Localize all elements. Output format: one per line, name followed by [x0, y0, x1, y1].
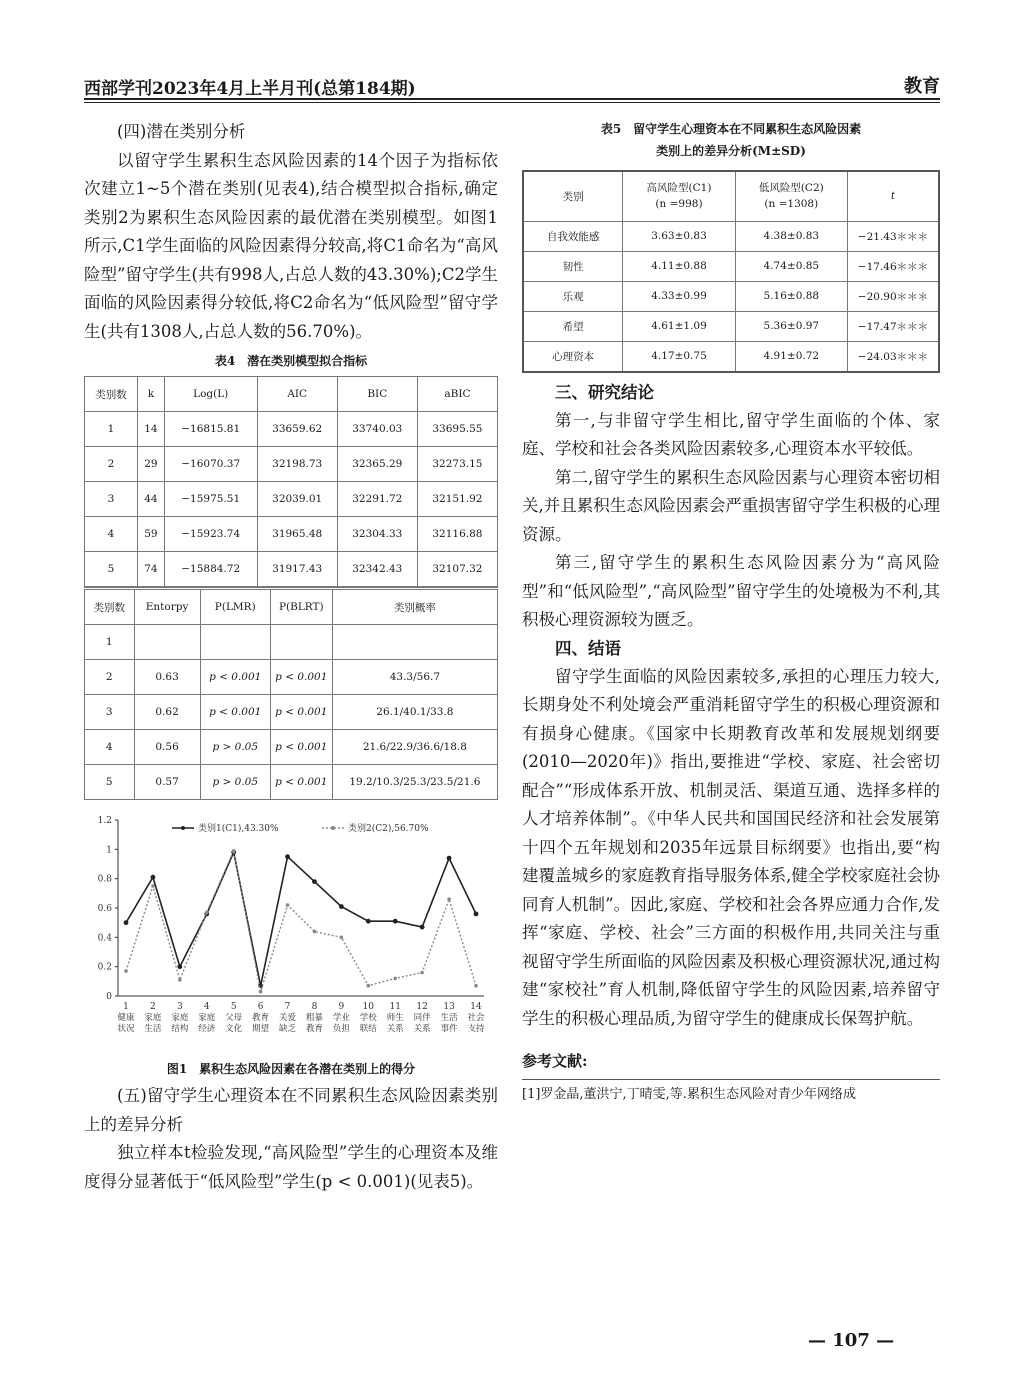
table-5-header [523, 171, 939, 221]
cell: −16070.37 [164, 447, 257, 482]
th: 类别数 [85, 589, 135, 625]
th: aBIC [417, 377, 497, 412]
series-1-point [474, 911, 479, 916]
cell: p < 0.001 [270, 695, 332, 730]
table-5-caption-line-2: 类别上的差异分析(M±SD) [656, 144, 806, 158]
x-tick-label: 支持 [467, 1024, 485, 1034]
series-2-point [420, 971, 424, 975]
cell: 5 [85, 765, 135, 800]
series-1-point [420, 925, 425, 930]
closing-paragraph: 留守学生面临的风险因素较多,承担的心理压力较大,长期身处不利处境会严重消耗留守学生的积极心理资源和有损身心健康。《国家中长期教育改革和发展规划纲要(2010—2020年)》指出,要推进“学校、家庭、社会密切配合”“形成体系开放、机制灵活、渠道互通、选择多样的人才培养体制”。《中华人民共和国国民经济和社会发展第十四个五年规划和2035年远景目标纲要》也指出,要“构建覆盖城乡的家庭教育指导服务体系,健全学校家庭社会协同育人机制”。因此,家庭、学校和社会各界应通力合作,发挥“家庭、学校、社会”三方面的积极作用,共同关注与重视留守学生所面临的风险因素及积极心理资源状况,通过构建“家校社”育人机制,降低留守学生的风险因素,培养留守学生的积极心理品质,为留守学生的健康成长保驾护航。 [522, 666, 940, 1028]
x-tick-label: 生活 [440, 1013, 458, 1023]
figure-1-caption: 图1 累积生态风险因素在各潜在类别上的得分 [166, 1062, 416, 1076]
x-tick-label: 12 [416, 1002, 428, 1012]
cell: 59 [138, 517, 165, 552]
x-tick-label: 1 [123, 1002, 129, 1012]
closing-heading: 四、结语 [555, 638, 621, 658]
cell: 4.38±0.83 [735, 221, 847, 251]
th-c2 [735, 171, 847, 221]
cell: 32107.32 [417, 552, 497, 587]
table-5 [522, 170, 940, 373]
journal-title: 西部学刊2023年4月上半月刊(总第184期) [84, 79, 416, 99]
y-tick-label: 0.6 [97, 904, 112, 914]
cell: 26.1/40.1/33.8 [332, 695, 497, 730]
x-tick-label: 学校 [359, 1013, 377, 1023]
cell: p > 0.05 [200, 730, 270, 765]
cell: 29 [138, 447, 165, 482]
cell: p < 0.001 [270, 660, 332, 695]
cell: 1 [85, 625, 135, 660]
cell: 32039.01 [257, 482, 337, 517]
series-1-point [447, 856, 452, 861]
table-4-part-2 [84, 587, 498, 800]
left-column [84, 118, 498, 1196]
conclusion-2: 第二,留守学生的累积生态风险因素与心理资本密切相关,并且累积生态风险因素会严重损害留守学生积极的心理资源。 [522, 467, 940, 544]
table-row [85, 660, 498, 695]
cell: 44 [138, 482, 165, 517]
series-2-point [124, 969, 128, 973]
cell: −15975.51 [164, 482, 257, 517]
series-1-point [151, 875, 156, 880]
series-1-point [312, 879, 317, 884]
x-tick-label: 教育 [252, 1013, 270, 1023]
table-row [523, 341, 939, 372]
cell: 33695.55 [417, 412, 497, 447]
table-row [85, 730, 498, 765]
page-header [84, 70, 940, 100]
conclusion-1: 第一,与非留守学生相比,留守学生面临的个体、家庭、学校和社会各类风险因素较多,心理资本水平较低。 [522, 410, 940, 458]
legend-label-1: 类别1(C1),43.30% [198, 824, 279, 834]
table-row [85, 517, 498, 552]
x-tick-label: 经济 [198, 1024, 216, 1034]
table-4-header-1 [85, 377, 498, 412]
series-2-point [232, 849, 236, 853]
section-5-paragraph: 独立样本t检验发现,“高风险型”学生的心理资本及维度得分显著低于“低风险型”学生(p < 0.001)(见表5)。 [84, 1143, 498, 1191]
cell: 3 [85, 482, 138, 517]
x-tick-label: 10 [362, 1002, 375, 1012]
x-tick-label: 4 [203, 1002, 210, 1012]
cell: 1 [85, 412, 138, 447]
table-row [85, 625, 498, 660]
x-tick-label: 9 [338, 1002, 345, 1012]
cell: 2 [85, 660, 135, 695]
cell: 希望 [523, 311, 623, 341]
cell: 4.17±0.75 [623, 341, 735, 372]
series-line-2 [126, 851, 476, 992]
th: k [138, 377, 165, 412]
cell: 5 [85, 552, 138, 587]
th: AIC [257, 377, 337, 412]
cell: 33740.03 [337, 412, 417, 447]
table-row [85, 695, 498, 730]
th: Entorpy [134, 589, 200, 625]
references-rule [522, 1079, 940, 1080]
x-tick-label: 健康 [117, 1013, 135, 1023]
series-2-point [205, 911, 209, 915]
cell: −15923.74 [164, 517, 257, 552]
cell: 4 [85, 517, 138, 552]
x-tick-label: 8 [311, 1002, 318, 1012]
cell: 43.3/56.7 [332, 660, 497, 695]
x-tick-label: 11 [389, 1002, 401, 1012]
cell: 2 [85, 447, 138, 482]
x-tick-label: 家庭 [171, 1013, 189, 1023]
cell: 自我效能感 [523, 221, 623, 251]
cell [270, 625, 332, 660]
series-2-point [340, 936, 344, 940]
cell: 31917.43 [257, 552, 337, 587]
series-1-point [177, 964, 182, 969]
cell [200, 625, 270, 660]
th: BIC [337, 377, 417, 412]
table-row [523, 281, 939, 311]
cell: 32291.72 [337, 482, 417, 517]
x-tick-label: 关系 [386, 1024, 404, 1034]
legend-marker-2 [331, 826, 335, 830]
cell: 0.62 [134, 695, 200, 730]
y-tick-label: 0.8 [97, 874, 112, 885]
cell: p < 0.001 [200, 660, 270, 695]
figure-1-line-chart [84, 808, 498, 1058]
table-row [85, 765, 498, 800]
series-1-point [339, 904, 344, 909]
cell: 21.6/22.9/36.6/18.8 [332, 730, 497, 765]
th: t [847, 171, 939, 221]
cell: 4.11±0.88 [623, 251, 735, 281]
cell: 4.33±0.99 [623, 281, 735, 311]
section-4-title: (四)潜在类别分析 [117, 122, 246, 141]
y-tick-label: 0.4 [97, 933, 112, 944]
x-tick-label: 联结 [359, 1024, 377, 1034]
cell: 0.63 [134, 660, 200, 695]
cell: 韧性 [523, 251, 623, 281]
header-rule-thick [84, 98, 940, 100]
cell: 32273.15 [417, 447, 497, 482]
th-c1-title: 高风险型(C1) [646, 182, 712, 195]
x-tick-label: 5 [230, 1002, 237, 1012]
series-2-point [313, 930, 317, 934]
table-row [85, 447, 498, 482]
cell: 33659.62 [257, 412, 337, 447]
x-tick-label: 14 [470, 1002, 482, 1012]
th-c2-title: 低风险型(C2) [758, 182, 824, 195]
x-tick-label: 结构 [171, 1024, 189, 1034]
x-tick-label: 学业 [332, 1013, 350, 1023]
table-4-caption: 表4 潜在类别模型拟合指标 [214, 354, 368, 368]
table-row [523, 221, 939, 251]
cell [134, 625, 200, 660]
cell: −21.43＊＊＊ [847, 221, 939, 251]
x-tick-label: 同伴 [413, 1013, 431, 1023]
x-tick-label: 事件 [440, 1024, 458, 1034]
cell: 31965.48 [257, 517, 337, 552]
cell: 心理资本 [523, 341, 623, 372]
series-2-point [474, 984, 478, 988]
y-tick-label: 1.2 [97, 816, 112, 826]
cell: 5.16±0.88 [735, 281, 847, 311]
cell: −17.47＊＊＊ [847, 311, 939, 341]
series-1-point [393, 919, 398, 924]
y-tick-label: 1 [106, 845, 112, 856]
series-2-point [178, 978, 182, 982]
th-c1 [623, 171, 735, 221]
section-label: 教育 [904, 76, 940, 97]
cell: 4 [85, 730, 135, 765]
page-number: — 107 — [808, 1330, 895, 1351]
cell: p > 0.05 [200, 765, 270, 800]
cell: 32198.73 [257, 447, 337, 482]
x-tick-label: 家庭 [144, 1013, 162, 1023]
x-tick-label: 父母 [225, 1013, 243, 1023]
section-4-paragraph: 以留守学生累积生态风险因素的14个因子为指标依次建立1~5个潜在类别(见表4),结合模型拟合指标,确定类别2为累积生态风险因素的最优潜在类别模型。如图1所示,C1学生面临的风险因素得分较高,将C1命名为“高风险型”留守学生(共有998人,占总人数的43.30%);C2学生面临的风险因素得分较低,将C2命名为“低风险型”留守学生(共有1308人,占总人数的56.70%)。 [84, 150, 498, 341]
cell: p < 0.001 [270, 730, 332, 765]
series-2-point [286, 903, 290, 907]
cell: 74 [138, 552, 165, 587]
cell: 32151.92 [417, 482, 497, 517]
x-tick-label: 家庭 [198, 1013, 216, 1023]
series-2-point [151, 884, 155, 888]
x-tick-label: 状况 [117, 1024, 135, 1034]
cell: −16815.81 [164, 412, 257, 447]
cell: 4.61±1.09 [623, 311, 735, 341]
references-heading: 参考文献: [522, 1052, 588, 1070]
x-tick-label: 负担 [332, 1024, 350, 1034]
legend-marker-1 [181, 826, 185, 830]
th: P(BLRT) [270, 589, 332, 625]
series-2-point [393, 977, 397, 981]
x-tick-label: 期望 [252, 1024, 270, 1034]
conclusion-3: 第三,留守学生的累积生态风险因素分为“高风险型”和“低风险型”,“高风险型”留守学生的处境极为不利,其积极心理资源较为匮乏。 [522, 553, 940, 629]
conclusion-heading: 三、研究结论 [555, 382, 654, 402]
x-tick-label: 6 [257, 1002, 264, 1012]
th: 类别概率 [332, 589, 497, 625]
x-tick-label: 13 [443, 1002, 455, 1012]
x-tick-label: 3 [176, 1002, 183, 1012]
x-tick-label: 2 [150, 1002, 156, 1012]
x-tick-label: 缺乏 [279, 1024, 297, 1034]
cell: 乐观 [523, 281, 623, 311]
series-1-point [285, 854, 290, 859]
cell: 14 [138, 412, 165, 447]
cell: 32365.29 [337, 447, 417, 482]
th-c2-n: (n =1308) [764, 198, 819, 211]
cell: 32342.43 [337, 552, 417, 587]
legend-label-2: 类别2(C2),56.70% [348, 824, 429, 834]
x-tick-label: 关爱 [279, 1013, 297, 1023]
cell: 3 [85, 695, 135, 730]
cell: 0.57 [134, 765, 200, 800]
table-row [85, 412, 498, 447]
cell: p < 0.001 [200, 695, 270, 730]
series-1-point [124, 920, 129, 925]
y-tick-label: 0 [106, 992, 112, 1002]
cell: 32304.33 [337, 517, 417, 552]
cell: p < 0.001 [270, 765, 332, 800]
table-row [85, 482, 498, 517]
table-4-header-2 [85, 589, 498, 625]
th: P(LMR) [200, 589, 270, 625]
cell: 19.2/10.3/25.3/23.5/21.6 [332, 765, 497, 800]
cell: −17.46＊＊＊ [847, 251, 939, 281]
x-tick-label: 粗暴 [305, 1013, 323, 1023]
cell: −20.90＊＊＊ [847, 281, 939, 311]
cell: 4.91±0.72 [735, 341, 847, 372]
cell: 4.74±0.85 [735, 251, 847, 281]
x-tick-label: 文化 [225, 1024, 243, 1034]
section-5-title: (五)留守学生心理资本在不同累积生态风险因素类别上的差异分析 [84, 1086, 498, 1134]
right-column [522, 118, 940, 1106]
cell: 3.63±0.83 [623, 221, 735, 251]
x-tick-label: 师生 [386, 1013, 404, 1023]
x-tick-label: 关系 [413, 1024, 431, 1034]
th: Log(L) [164, 377, 257, 412]
table-row [523, 251, 939, 281]
cell: −24.03＊＊＊ [847, 341, 939, 372]
cell [332, 625, 497, 660]
y-tick-label: 0.2 [97, 962, 112, 973]
x-tick-label: 社会 [467, 1013, 485, 1023]
series-1-point [366, 919, 371, 924]
cell: 0.56 [134, 730, 200, 765]
x-tick-label: 7 [284, 1002, 291, 1012]
th: 类别 [523, 171, 623, 221]
x-tick-label: 生活 [144, 1024, 162, 1034]
x-tick-label: 教育 [305, 1024, 323, 1034]
reference-1: [1]罗金晶,董洪宁,丁晴雯,等.累积生态风险对青少年网络成 [522, 1087, 856, 1102]
table-row [85, 552, 498, 587]
th: 类别数 [85, 377, 138, 412]
series-2-point [447, 897, 451, 901]
th-c1-n: (n =998) [655, 198, 703, 211]
cell: 32116.88 [417, 517, 497, 552]
series-2-point [367, 984, 371, 988]
header-rule-thin [84, 102, 940, 103]
cell: 5.36±0.97 [735, 311, 847, 341]
table-row [523, 311, 939, 341]
series-2-point [259, 990, 263, 994]
table-4 [84, 376, 498, 587]
cell: −15884.72 [164, 552, 257, 587]
table-5-caption-line-1: 表5 留守学生心理资本在不同累积生态风险因素 [600, 122, 862, 136]
